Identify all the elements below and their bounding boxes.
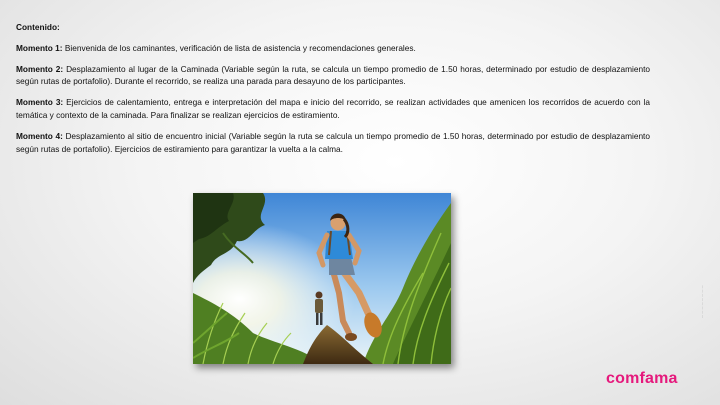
moment-4-text: Desplazamiento al sitio de encuentro inicial (Variable según la ruta se calcula un tiempo promedio de 1.50 horas, determinado por estudio de desplazamiento según rutas de portafolio). Ejercicios de estiramiento para garantizar la vuelta a la calma. bbox=[16, 131, 650, 154]
hiking-photo bbox=[193, 193, 451, 364]
photo-credit-caption: — — — — — — — — bbox=[700, 285, 704, 318]
moment-1-text: Bienvenida de los caminantes, verificación de lista de asistencia y recomendaciones generales. bbox=[64, 42, 416, 53]
moment-2-label: Momento 2: bbox=[16, 63, 64, 74]
section-title: Contenido: bbox=[16, 22, 60, 32]
moment-1-label: Momento 1: bbox=[16, 42, 63, 53]
moment-2-text: Desplazamiento al lugar de la Caminada (Variable según la ruta, se calcula un tiempo promedio de 1.50 horas, determinado por estudio de desplazamiento según rutas de portafolio). Durante el recorrido, se realiza una parada para desayuno de los participantes. bbox=[16, 63, 650, 87]
moment-4-label: Momento 4: bbox=[16, 131, 63, 142]
moment-4 bbox=[16, 130, 650, 155]
moment-2 bbox=[16, 63, 650, 88]
comfama-logo: comfama bbox=[606, 370, 678, 387]
moment-3 bbox=[16, 96, 650, 121]
moment-3-text: Ejercicios de calentamiento, entrega e interpretación del mapa e inicio del recorrido, se realizan actividades que amenicen los recorridos de acuerdo con la temática y contexto de la caminada. Para finalizar se realizan ejercicios de estiramiento. bbox=[16, 97, 650, 120]
moment-3-label: Momento 3: bbox=[16, 97, 64, 108]
moment-1 bbox=[16, 42, 650, 55]
content-section bbox=[16, 21, 650, 164]
